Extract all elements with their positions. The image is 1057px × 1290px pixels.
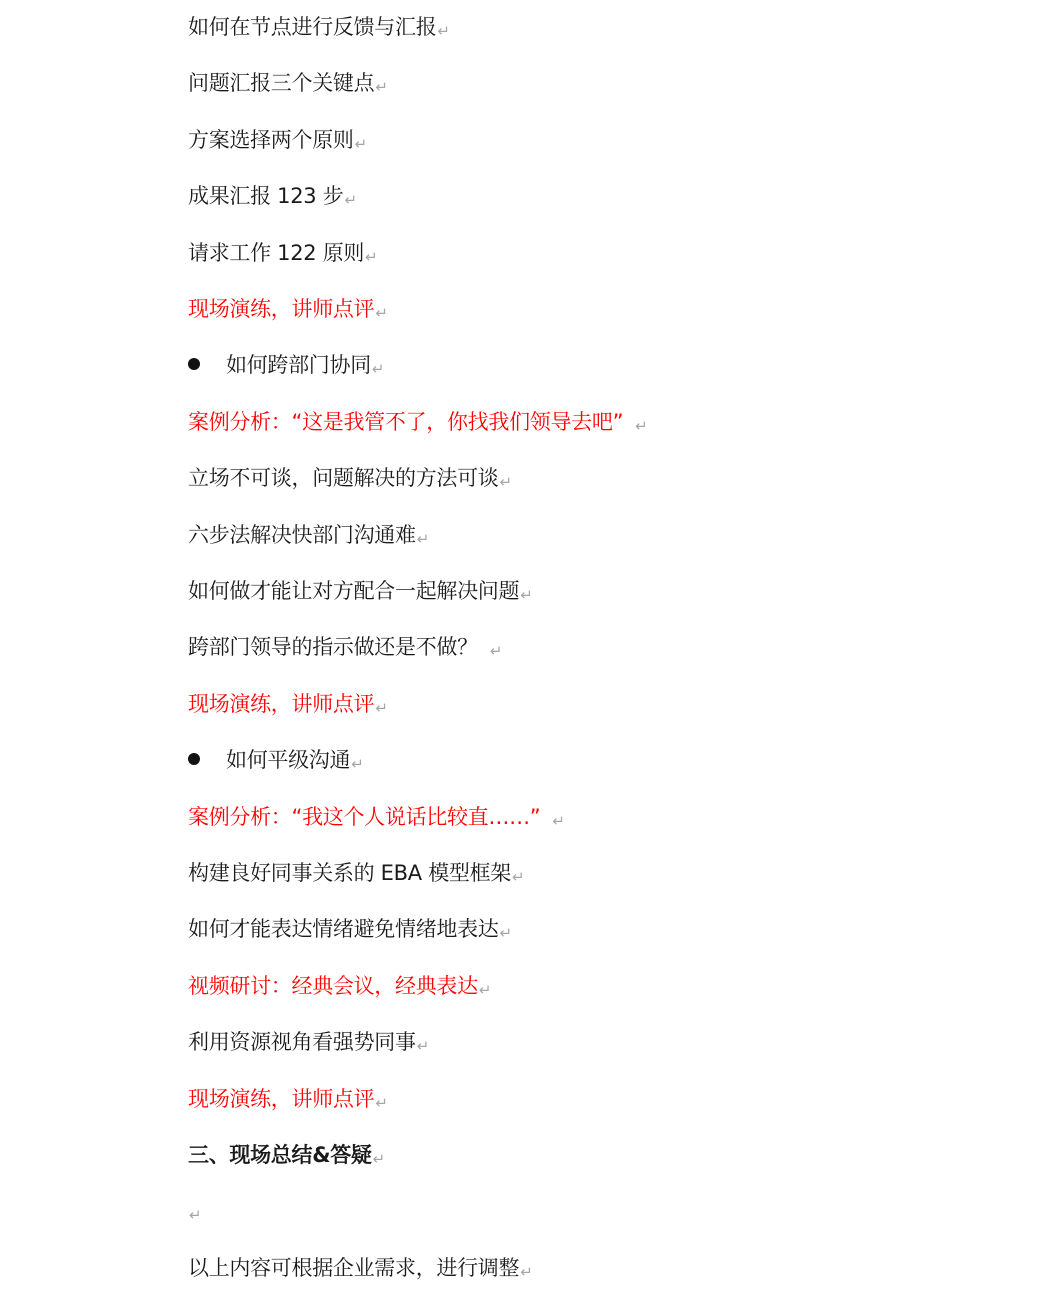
line-text: 案例分析：“我这个人说话比较直……” [188, 805, 541, 829]
line-text: 现场演练，讲师点评 [188, 1087, 375, 1111]
line-text: 六步法解决快部门沟通难 [188, 523, 416, 547]
document-line [188, 407, 647, 437]
document-line [188, 520, 429, 550]
paragraph-mark-icon: ↵ [375, 78, 388, 96]
document-line [188, 632, 502, 662]
paragraph-mark-icon: ↵ [344, 191, 357, 209]
document-line [188, 181, 357, 211]
paragraph-mark-icon: ↵ [375, 699, 388, 717]
line-text: 视频研讨：经典会议，经典表达 [188, 974, 478, 998]
paragraph-mark-icon: ↵ [520, 586, 533, 604]
paragraph-mark-icon: ↵ [375, 1094, 388, 1112]
bullet-icon [188, 753, 200, 765]
document-line [188, 68, 388, 98]
document-line [188, 576, 532, 606]
paragraph-mark-icon: ↵ [354, 135, 367, 153]
paragraph-mark-icon: ↵ [552, 812, 565, 830]
document-line [188, 1196, 201, 1226]
document-line [188, 971, 491, 1001]
line-text: 以上内容可根据企业需求，进行调整 [188, 1256, 520, 1280]
paragraph-mark-icon: ↵ [499, 473, 512, 491]
line-text: 如何跨部门协同 [226, 353, 371, 377]
line-text: 三、现场总结&答疑 [188, 1143, 372, 1167]
paragraph-mark-icon: ↵ [489, 642, 503, 660]
line-text: 如何在节点进行反馈与汇报 [188, 15, 437, 39]
line-text: 跨部门领导的指示做还是不做？ [188, 635, 478, 659]
paragraph-mark-icon: ↵ [372, 1150, 385, 1168]
paragraph-mark-icon: ↵ [520, 1263, 533, 1281]
document-line [188, 12, 450, 42]
line-text: 成果汇报 123 步 [188, 184, 344, 208]
document-line [188, 463, 512, 493]
document-line [188, 125, 367, 155]
document-line [188, 802, 565, 832]
bullet-icon [188, 358, 200, 370]
paragraph-mark-icon: ↵ [635, 417, 648, 435]
line-text: 立场不可谈，问题解决的方法可谈 [188, 466, 499, 490]
bullet-list-item [188, 745, 363, 775]
line-text: 方案选择两个原则 [188, 128, 354, 152]
line-text: 请求工作 122 原则 [188, 241, 365, 265]
document-line [188, 858, 524, 888]
line-text: 利用资源视角看强势同事 [188, 1030, 416, 1054]
paragraph-mark-icon: ↵ [499, 924, 512, 942]
document-line [188, 1027, 429, 1057]
paragraph-mark-icon: ↵ [351, 755, 364, 773]
line-text: 如何才能表达情绪避免情绪地表达 [188, 917, 499, 941]
paragraph-mark-icon: ↵ [416, 1037, 429, 1055]
line-text: 现场演练，讲师点评 [188, 297, 375, 321]
paragraph-mark-icon: ↵ [437, 22, 450, 40]
bullet-list-item [188, 350, 384, 380]
line-text: 如何做才能让对方配合一起解决问题 [188, 579, 520, 603]
paragraph-mark-icon: ↵ [365, 248, 378, 266]
document-line [188, 689, 388, 719]
document-line [188, 1253, 532, 1283]
document-line [188, 294, 388, 324]
paragraph-mark-icon: ↵ [478, 981, 492, 999]
paragraph-mark-icon: ↵ [371, 360, 385, 378]
document-line [188, 1140, 385, 1170]
paragraph-mark-icon: ↵ [189, 1206, 202, 1224]
line-text: 案例分析：“这是我管不了，你找我们领导去吧” [188, 410, 624, 434]
line-text: 如何平级沟通 [226, 748, 351, 772]
document-line [188, 238, 377, 268]
line-text: 问题汇报三个关键点 [188, 71, 375, 95]
paragraph-mark-icon: ↵ [512, 868, 525, 886]
document-line [188, 1084, 388, 1114]
paragraph-mark-icon: ↵ [416, 530, 429, 548]
line-text: 现场演练，讲师点评 [188, 692, 375, 716]
document-line [188, 914, 512, 944]
paragraph-mark-icon: ↵ [375, 304, 388, 322]
line-text: 构建良好同事关系的 EBA 模型框架 [188, 861, 511, 885]
